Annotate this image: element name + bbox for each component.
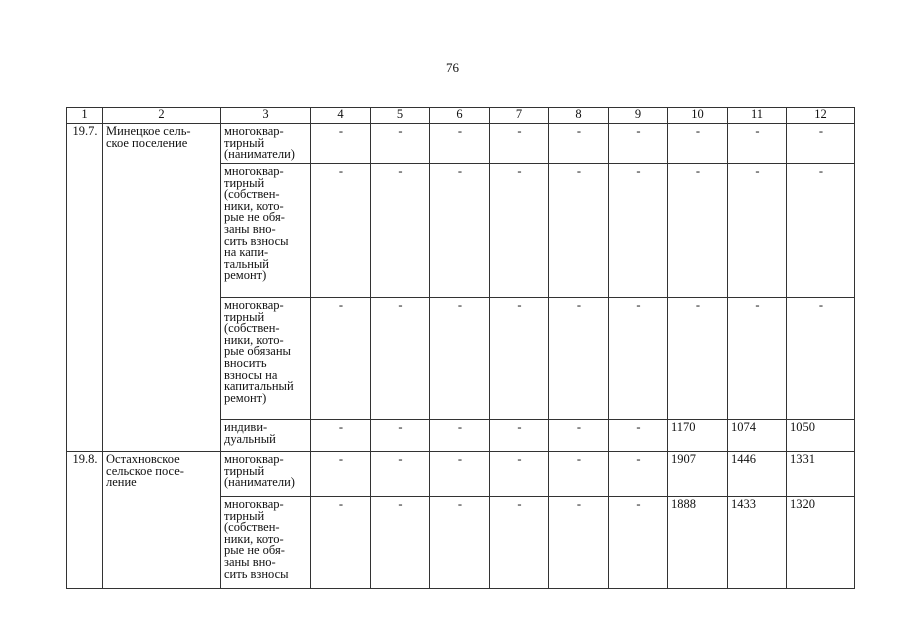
page-number: 76: [446, 60, 459, 75]
table-body: [67, 108, 855, 589]
value-cell: 1433: [728, 497, 787, 589]
value-cell: -: [549, 298, 609, 420]
column-header-12: 12: [787, 108, 855, 124]
column-header-11: 11: [728, 108, 787, 124]
column-header-8: 8: [549, 108, 609, 124]
column-header-7: 7: [490, 108, 549, 124]
value-cell: -: [371, 298, 430, 420]
value-cell: -: [430, 497, 490, 589]
value-cell: -: [430, 164, 490, 298]
housing-type: многоквар- тирный (наниматели): [221, 124, 311, 164]
column-header-5: 5: [371, 108, 430, 124]
value-cell: -: [430, 420, 490, 452]
value-cell: -: [490, 164, 549, 298]
value-cell: 1446: [728, 452, 787, 497]
table-row: [67, 452, 855, 497]
value-cell: -: [609, 124, 668, 164]
value-cell: -: [371, 497, 430, 589]
value-cell: -: [728, 124, 787, 164]
column-header-3: 3: [221, 108, 311, 124]
value-cell: 1320: [787, 497, 855, 589]
column-header-10: 10: [668, 108, 728, 124]
column-header-1: 1: [67, 108, 103, 124]
value-cell: -: [549, 497, 609, 589]
value-cell: -: [609, 164, 668, 298]
row-number: 19.8.: [67, 452, 103, 589]
value-cell: -: [311, 298, 371, 420]
value-cell: -: [371, 420, 430, 452]
value-cell: -: [311, 497, 371, 589]
housing-type: многоквар- тирный (собствен- ники, кото- рые обязаны вносить взносы на капитальный ремонт): [221, 298, 311, 420]
housing-type: многоквар- тирный (наниматели): [221, 452, 311, 497]
value-cell: -: [549, 164, 609, 298]
value-cell: -: [549, 420, 609, 452]
value-cell: -: [490, 420, 549, 452]
value-cell: 1050: [787, 420, 855, 452]
value-cell: -: [430, 452, 490, 497]
value-cell: -: [787, 298, 855, 420]
housing-type: многоквар- тирный (собствен- ники, кото- рые не обя- заны вно- сить взносы: [221, 497, 311, 589]
value-cell: -: [549, 452, 609, 497]
housing-type: многоквар- тирный (собствен- ники, кото- рые не обя- заны вно- сить взносы на капи- тальный ремонт): [221, 164, 311, 298]
value-cell: 1170: [668, 420, 728, 452]
value-cell: -: [668, 124, 728, 164]
value-cell: -: [311, 164, 371, 298]
value-cell: -: [609, 452, 668, 497]
value-cell: -: [668, 298, 728, 420]
value-cell: -: [609, 420, 668, 452]
column-header-4: 4: [311, 108, 371, 124]
value-cell: 1331: [787, 452, 855, 497]
value-cell: -: [609, 298, 668, 420]
housing-type: индиви- дуальный: [221, 420, 311, 452]
value-cell: -: [430, 298, 490, 420]
value-cell: -: [311, 452, 371, 497]
row-number: 19.7.: [67, 124, 103, 452]
value-cell: -: [371, 124, 430, 164]
value-cell: -: [311, 420, 371, 452]
column-header-2: 2: [103, 108, 221, 124]
value-cell: -: [728, 298, 787, 420]
value-cell: -: [371, 164, 430, 298]
table-row: [67, 124, 855, 164]
value-cell: 1907: [668, 452, 728, 497]
value-cell: -: [728, 164, 787, 298]
tariff-table: [66, 107, 855, 589]
header-row: [67, 108, 855, 124]
value-cell: -: [490, 298, 549, 420]
value-cell: 1074: [728, 420, 787, 452]
settlement-name: Остахновское сельское посе- ление: [103, 452, 221, 589]
value-cell: 1888: [668, 497, 728, 589]
value-cell: -: [490, 497, 549, 589]
value-cell: -: [311, 124, 371, 164]
settlement-name: Минецкое сель- ское поселение: [103, 124, 221, 452]
column-header-6: 6: [430, 108, 490, 124]
column-header-9: 9: [609, 108, 668, 124]
value-cell: -: [549, 124, 609, 164]
value-cell: -: [609, 497, 668, 589]
value-cell: -: [668, 164, 728, 298]
value-cell: -: [490, 452, 549, 497]
value-cell: -: [787, 124, 855, 164]
value-cell: -: [490, 124, 549, 164]
value-cell: -: [371, 452, 430, 497]
value-cell: -: [430, 124, 490, 164]
value-cell: -: [787, 164, 855, 298]
